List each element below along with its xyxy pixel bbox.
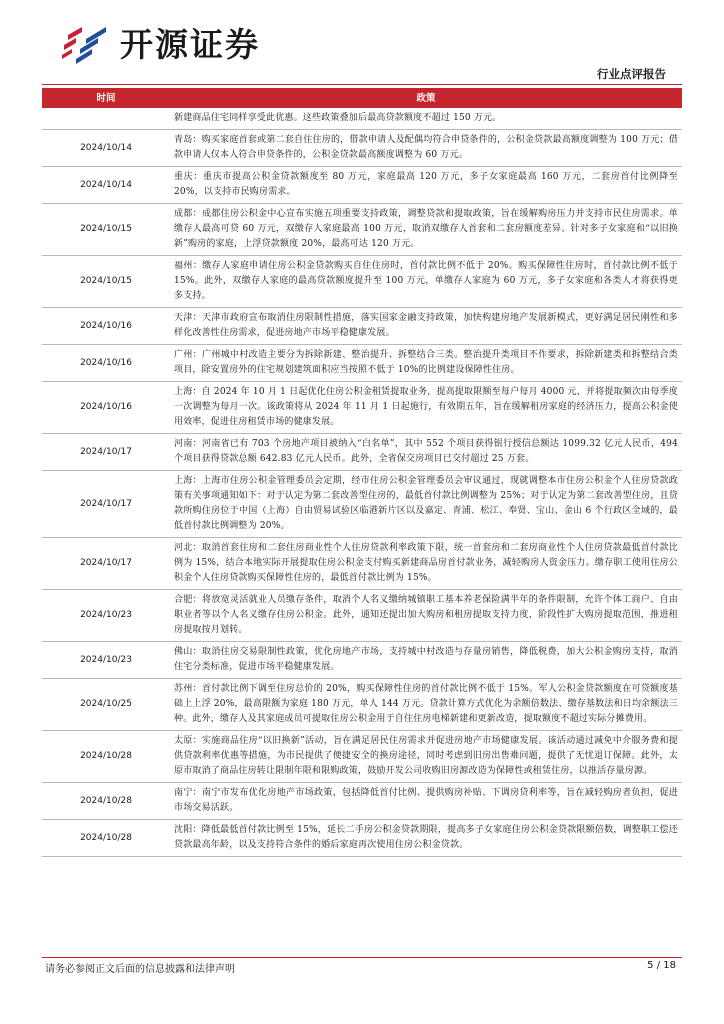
row-date: 2024/10/28 xyxy=(42,820,170,857)
row-date: 2024/10/16 xyxy=(42,308,170,345)
row-date: 2024/10/23 xyxy=(42,590,170,642)
table-row xyxy=(42,204,682,256)
table-row xyxy=(42,130,682,167)
row-policy-text: 南宁：南宁市发布优化房地产市场政策，包括降低首付比例、提供购房补贴、下调房贷利率等，旨在减轻购房者负担，促进市场交易活跃。 xyxy=(170,783,682,820)
row-policy-text: 合肥：将放宽灵活就业人员缴存条件，取消个人名义缴纳城镇职工基本养老保险满半年的条件限制，允许个体工商户、自由职业者等以个人名义缴存住房公积金。此外，通知还提出加大购房和租房提取支持力度，阶段性扩大购房提取范围，推进租房提取按月划转。 xyxy=(170,590,682,642)
row-policy-text: 河南：河南省已有 703 个房地产项目被纳入“白名单”，其中 552 个项目获得银行授信总额达 1099.32 亿元人民币，494 个项目获得贷款总额 642.83 亿元人民币。此外，全省保交房项目已交付超过 25 万套。 xyxy=(170,434,682,471)
table-row xyxy=(42,434,682,471)
row-policy-text: 佛山：取消住房交易限制性政策，优化房地产市场，支持城中村改造与存量房销售，降低税费，加大公积金购房支持，取消住宅分类标准，促进市场平稳健康发展。 xyxy=(170,642,682,679)
table-row xyxy=(42,538,682,590)
column-header-time: 时间 xyxy=(42,88,170,108)
row-date: 2024/10/14 xyxy=(42,167,170,204)
row-policy-text: 青岛：购买家庭首套或第二套自住住房的，借款申请人及配偶均符合申贷条件的，公积金贷款最高额度调整为 100 万元；借款申请人仅本人符合申贷条件的，公积金贷款最高额度调整为 60 万元。 xyxy=(170,130,682,167)
footer-divider xyxy=(42,957,682,958)
row-policy-text: 河北：取消首套住房和二套住房商业性个人住房贷款利率政策下限，统一首套房和二套房商业性个人住房贷款最低首付款比例为 15%，结合本地实际开展提取住房公积金支付购买新建商品房首付款业务，减轻购房人资金压力。缴存职工使用住房公积金个人住房贷款购买保障性住房的，最低首付款比例为 15%。 xyxy=(170,538,682,590)
table-row xyxy=(42,731,682,783)
table-row xyxy=(42,679,682,731)
company-logo xyxy=(58,18,260,66)
row-policy-text: 苏州：首付款比例下调至住房总价的 20%，购买保障性住房的首付款比例不低于 15%。军人公积金贷款额度在可贷额度基础上上浮 20%，最高限额为家庭 180 万元，单人 144 万元。贷款计算方式优化为余额倍数法、缴存基数法和日均余额法三种。此外，缴存人及其家庭成员可提取住房公积金用于自住住房电梯新建和更新改造，提取额度不超过实际分摊费用。 xyxy=(170,679,682,731)
row-date: 2024/10/28 xyxy=(42,783,170,820)
row-date: 2024/10/17 xyxy=(42,434,170,471)
row-date: 2024/10/28 xyxy=(42,731,170,783)
report-type-label: 行业点评报告 xyxy=(597,67,666,81)
legal-disclaimer: 请务必参阅正文后面的信息披露和法律声明 xyxy=(45,964,235,975)
header-divider xyxy=(42,84,682,85)
table-row xyxy=(42,256,682,308)
row-date: 2024/10/16 xyxy=(42,345,170,382)
policy-table xyxy=(42,88,682,857)
row-date: 2024/10/17 xyxy=(42,538,170,590)
table-row xyxy=(42,783,682,820)
company-name: 开源证券 xyxy=(120,24,260,64)
row-policy-text: 广州：广州城中村改造主要分为拆除新建、整治提升、拆整结合三类。整治提升类项目不作要求，拆除新建类和拆整结合类项目，除安置房外的住宅规划建筑面积应当按照不低于 10%的比例建设保障性住房。 xyxy=(170,345,682,382)
row-date: 2024/10/14 xyxy=(42,130,170,167)
row-date: 2024/10/15 xyxy=(42,256,170,308)
row-policy-text: 上海：自 2024 年 10 月 1 日起优化住房公积金租赁提取业务，提高提取限额至每户每月 4000 元，并将提取频次由每季度一次调整为每月一次。该政策将从 2024 年 11 月 1 日起施行，有效期五年，旨在缓解租房家庭的经济压力，提高公积金使用效率，促进住房租赁市场的健康发展。 xyxy=(170,382,682,434)
row-date: 2024/10/15 xyxy=(42,204,170,256)
table-header-row xyxy=(42,88,682,108)
row-date: 2024/10/17 xyxy=(42,471,170,538)
row-policy-text: 沈阳：降低最低首付款比例至 15%，延长二手房公积金贷款期限，提高多子女家庭住房公积金贷款限额倍数，调整职工偿还贷款最高年龄，以及支持符合条件的婚后家庭再次使用住房公积金贷款。 xyxy=(170,820,682,857)
table-row xyxy=(42,308,682,345)
row-policy-text: 福州：缴存人家庭申请住房公积金贷款购买自住住房时，首付款比例不低于 20%。购买保障性住房时，首付款比例不低于 15%。此外，双缴存人家庭的最高贷款额度提升至 100 万元，单缴存人家庭为 60 万元，多子女家庭和各类人才将获得更多支持。 xyxy=(170,256,682,308)
table-row xyxy=(42,820,682,857)
table-row xyxy=(42,642,682,679)
policy-table-body xyxy=(42,108,682,857)
table-row xyxy=(42,345,682,382)
table-row xyxy=(42,590,682,642)
row-date: 2024/10/25 xyxy=(42,679,170,731)
row-policy-text: 成都：成都住房公积金中心宣布实施五项重要支持政策，调整贷款和提取政策，旨在缓解购房压力并支持市民住房需求。单缴存人最高可贷 60 万元，双缴存人家庭最高 100 万元，取消双缴存人首套和二套房额度差异。针对多子女家庭和“以旧换新”购房的家庭，上浮贷款额度 20%，最高可达 120 万元。 xyxy=(170,204,682,256)
row-date: 2024/10/16 xyxy=(42,382,170,434)
table-row xyxy=(42,167,682,204)
table-row xyxy=(42,471,682,538)
table-row xyxy=(42,382,682,434)
row-date xyxy=(42,108,170,130)
row-policy-text: 上海：上海市住房公积金管理委员会定期，经市住房公积金管理委员会审议通过，现就调整本市住房公积金个人住房贷款政策有关事项通知如下：对于认定为第二套改善型住房的，最低首付款比例调整为 25%；对于认定为第二套改善型住房，且贷款所购住房位于中国（上海）自由贸易试验区临港新片区以及嘉定、青浦、松江、奉贤、宝山、金山 6 个行政区全域的，最低首付款比例调整为 20%。 xyxy=(170,471,682,538)
row-date: 2024/10/23 xyxy=(42,642,170,679)
row-policy-text: 重庆：重庆市提高公积金贷款额度至 80 万元，家庭最高 120 万元，多子女家庭最高 160 万元，二套房首付比例降至 20%，以支持市民购房需求。 xyxy=(170,167,682,204)
row-policy-text: 新建商品住宅同样享受此优惠。这些政策叠加后最高贷款额度不超过 150 万元。 xyxy=(170,108,682,130)
page-number: 5 / 18 xyxy=(647,960,676,971)
column-header-policy: 政策 xyxy=(170,88,682,108)
kaiyuan-securities-logo-icon xyxy=(58,19,110,65)
table-row xyxy=(42,108,682,130)
row-policy-text: 太原：实施商品住房“以旧换新”活动，旨在满足居民住房需求并促进房地产市场健康发展。该活动通过减免中介服务费和提供贷款利率优惠等措施，为市民提供了便捷安全的换房途径，同时考虑到旧房出售难问题，提供了无忧退订保障。此外，太原市取消了商品住房转让限制年限和限购政策，鼓励开发公司收购旧房源改造为保障性或租赁住房，以推活存量房源。 xyxy=(170,731,682,783)
row-policy-text: 天津：天津市政府宣布取消住房限制性措施，落实国家金融支持政策，加快构建房地产发展新模式，更好满足居民刚性和多样化改善性住房需求，促进房地产市场平稳健康发展。 xyxy=(170,308,682,345)
